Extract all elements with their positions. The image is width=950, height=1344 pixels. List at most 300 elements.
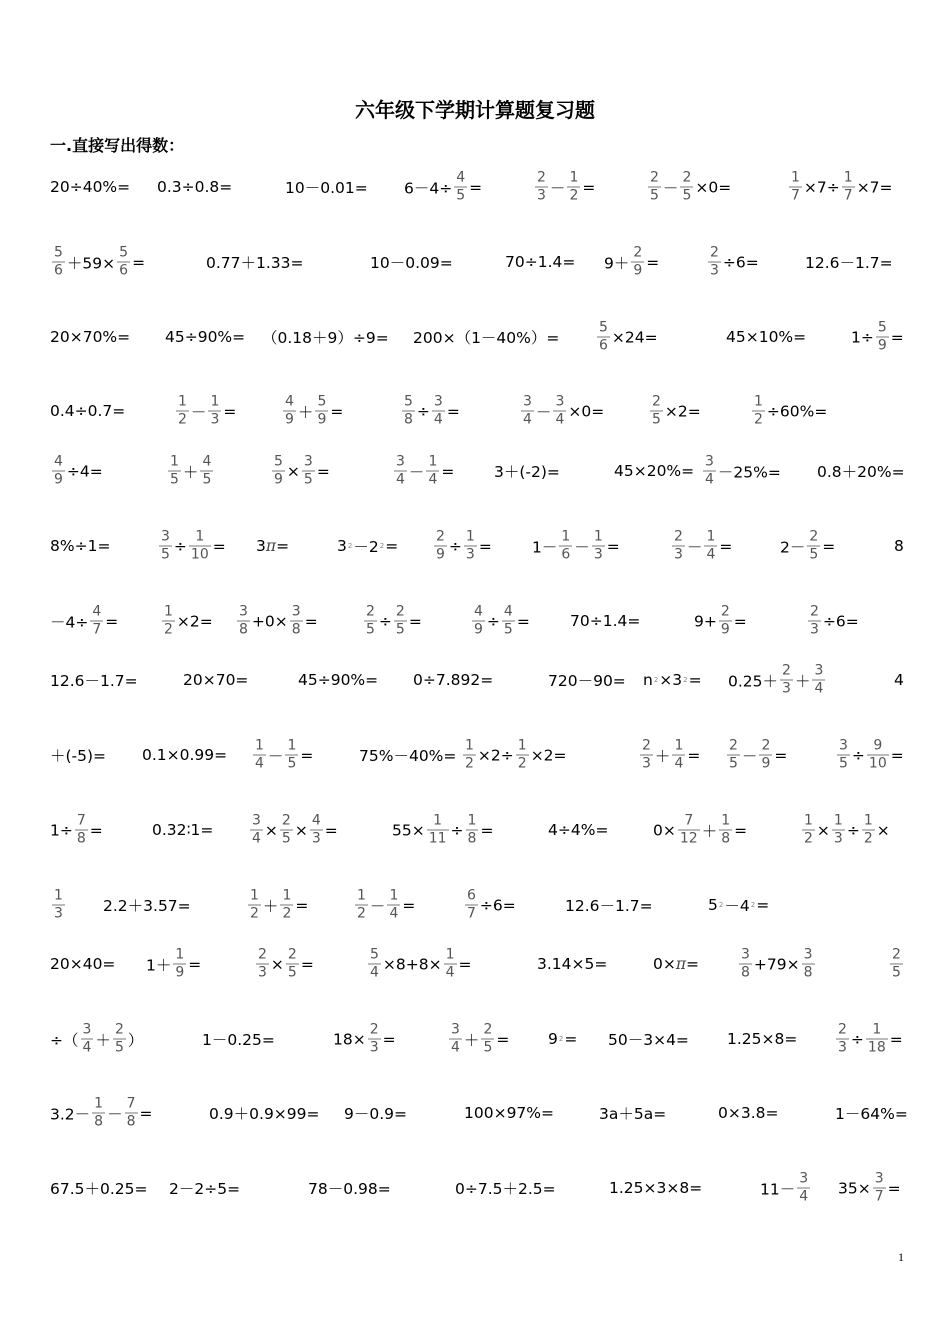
fraction xyxy=(444,947,457,982)
exercise-item xyxy=(718,1104,779,1122)
numerator: 2 xyxy=(395,603,405,620)
numerator: 1 xyxy=(282,887,292,904)
denominator: 9 xyxy=(274,471,283,488)
numerator: 2 xyxy=(652,393,661,410)
exercise-item xyxy=(455,1177,556,1199)
expression-text: 3 xyxy=(337,537,347,555)
exercise-item xyxy=(209,1102,320,1124)
denominator: 4 xyxy=(82,1039,92,1056)
expression-text: ÷6= xyxy=(722,253,759,271)
expression-text: = xyxy=(304,612,318,630)
fraction xyxy=(466,813,479,848)
denominator: 7 xyxy=(467,905,476,922)
exercise-item xyxy=(835,738,904,773)
denominator: 2 xyxy=(754,411,763,428)
expression-text: ÷ xyxy=(450,821,464,839)
numerator: 2 xyxy=(436,528,445,545)
fraction xyxy=(567,170,580,205)
expression-text: 1.25×8= xyxy=(727,1030,798,1048)
exponent: 2 xyxy=(653,676,659,684)
numerator: 1 xyxy=(164,603,173,620)
exercise-item xyxy=(548,669,626,691)
numerator: 3 xyxy=(705,453,714,470)
expression-text: ÷60%= xyxy=(766,402,828,420)
expression-text: －4 xyxy=(724,897,750,915)
denominator: 5 xyxy=(456,187,466,204)
expression-text: －4÷ xyxy=(50,613,89,631)
exercise-item xyxy=(519,394,604,429)
numerator: 5 xyxy=(54,244,63,261)
denominator: 4 xyxy=(370,964,379,981)
numerator: 5 xyxy=(877,319,887,336)
expression-text: － xyxy=(267,747,284,765)
fraction xyxy=(807,529,820,564)
exercise-item xyxy=(235,604,318,639)
numerator: 4 xyxy=(285,393,294,410)
expression-text: ×8+8× xyxy=(382,955,442,973)
expression-text: = xyxy=(382,1030,396,1048)
numerator: 3 xyxy=(252,812,261,829)
expression-text: 8 xyxy=(894,537,904,555)
expression-text: ×2= xyxy=(664,402,701,420)
denominator: 9 xyxy=(761,755,771,772)
expression-text: ＋ xyxy=(794,672,811,690)
exercise-item xyxy=(246,888,308,923)
fraction xyxy=(52,454,65,489)
denominator: 5 xyxy=(503,621,513,638)
exercise-item xyxy=(157,178,232,196)
expression-text: = xyxy=(441,462,455,480)
expression-text: 0.8＋20%= xyxy=(817,463,905,481)
expression-text: 0.25＋ xyxy=(728,672,779,690)
exercise-item xyxy=(737,947,817,982)
fraction xyxy=(802,813,815,848)
fraction xyxy=(162,604,175,639)
denominator: 5 xyxy=(114,1039,124,1056)
numerator: 1 xyxy=(445,946,455,963)
numerator: 6 xyxy=(467,887,476,904)
expression-text: = xyxy=(686,955,700,973)
expression-text: 20×40= xyxy=(50,955,116,973)
denominator: 5 xyxy=(366,621,375,638)
fraction xyxy=(176,394,189,429)
expression-text: －2 xyxy=(353,538,379,556)
denominator: 5 xyxy=(287,755,297,772)
denominator: 5 xyxy=(281,830,291,847)
fraction xyxy=(866,1022,888,1057)
expression-text: = xyxy=(300,746,314,764)
denominator: 3 xyxy=(674,546,683,563)
exercise-item xyxy=(362,604,422,639)
numerator: 3 xyxy=(814,662,824,679)
expression-text: × xyxy=(876,821,890,839)
numerator: 2 xyxy=(633,244,643,261)
expression-text: ÷ xyxy=(486,612,500,630)
denominator: 3 xyxy=(537,187,546,204)
expression-text: ÷ xyxy=(851,746,865,764)
exercise-item xyxy=(413,326,559,348)
numerator: 1 xyxy=(210,393,220,410)
denominator: 5 xyxy=(202,471,212,488)
expression-text: ÷ xyxy=(846,821,860,839)
exercise-item xyxy=(152,821,213,839)
expression-text: 45×10%= xyxy=(726,328,807,346)
expression-text: ＋ xyxy=(654,747,671,765)
fraction xyxy=(402,394,415,429)
fraction xyxy=(125,1096,138,1131)
expression-text: = xyxy=(734,821,748,839)
numerator: 2 xyxy=(642,737,651,754)
denominator: 4 xyxy=(674,755,684,772)
expression-text: 50－3×4= xyxy=(608,1031,689,1049)
exercise-item xyxy=(285,176,368,198)
denominator: 5 xyxy=(395,621,405,638)
exercise-item xyxy=(653,955,699,973)
denominator: 4 xyxy=(555,411,565,428)
fraction xyxy=(368,947,381,982)
denominator: 9 xyxy=(436,546,445,563)
expression-text: 8%÷1= xyxy=(50,537,111,555)
expression-text: 67.5＋0.25= xyxy=(50,1180,148,1198)
exercise-item xyxy=(670,529,732,564)
denominator: 2 xyxy=(282,905,292,922)
denominator: 4 xyxy=(252,830,261,847)
exercise-item xyxy=(532,529,620,564)
numerator: 3 xyxy=(82,1021,92,1038)
exercise-item xyxy=(183,671,248,689)
expression-text: 1＋ xyxy=(146,956,172,974)
numerator: 1 xyxy=(561,528,571,545)
exercise-item xyxy=(400,394,460,429)
expression-text: = xyxy=(223,402,237,420)
fraction xyxy=(81,1022,94,1057)
exercise-item xyxy=(461,738,567,773)
expression-text: = xyxy=(564,1030,578,1048)
numerator: 3 xyxy=(451,1021,460,1038)
numerator: 3 xyxy=(523,393,532,410)
expression-text: － xyxy=(190,403,207,421)
denominator: 5 xyxy=(483,1039,493,1056)
exercise-item xyxy=(787,170,893,205)
expression-text: 9＋ xyxy=(604,254,630,272)
numerator: 3 xyxy=(799,1170,809,1187)
denominator: 2 xyxy=(164,621,173,638)
exercise-item xyxy=(50,245,145,280)
numerator: 1 xyxy=(389,887,399,904)
fraction xyxy=(535,170,548,205)
exercise-item xyxy=(366,947,472,982)
fraction xyxy=(355,888,368,923)
fraction xyxy=(727,738,740,773)
expression-text: 3 xyxy=(256,537,266,555)
fraction xyxy=(752,394,765,429)
denominator: 4 xyxy=(433,411,443,428)
numerator: 2 xyxy=(729,737,738,754)
numerator: 1 xyxy=(593,528,603,545)
expression-text: 1÷ xyxy=(851,328,874,346)
expression-text: = xyxy=(646,253,660,271)
exercise-item xyxy=(464,1104,554,1122)
fraction xyxy=(719,604,732,639)
denominator: 5 xyxy=(650,187,659,204)
page-number: 1 xyxy=(898,1250,904,1264)
exercise-item xyxy=(817,460,905,482)
exercise-item xyxy=(537,955,607,973)
expression-text: 75%－40%= xyxy=(359,747,457,765)
exercise-item xyxy=(248,813,338,848)
exercise-item xyxy=(609,1179,702,1197)
expression-text: = xyxy=(408,612,422,630)
expression-text: = xyxy=(295,896,309,914)
fraction xyxy=(797,1171,810,1206)
expression-text: 3a＋5a= xyxy=(599,1105,667,1123)
expression-text: ＋ xyxy=(701,822,718,840)
fraction xyxy=(789,170,802,205)
numerator: 1 xyxy=(674,737,684,754)
fraction xyxy=(253,738,266,773)
denominator: 8 xyxy=(404,411,413,428)
denominator: 8 xyxy=(126,1113,136,1130)
expression-text: 12.6－1.7= xyxy=(565,897,653,915)
exercise-item xyxy=(463,888,516,923)
fraction xyxy=(168,454,181,489)
fraction xyxy=(280,888,293,923)
fraction xyxy=(481,1022,494,1057)
exercise-item xyxy=(344,1102,407,1124)
fraction xyxy=(631,245,644,280)
expression-text: 1－ xyxy=(532,538,558,556)
exercise-item xyxy=(333,1022,396,1057)
fraction xyxy=(708,245,721,280)
expression-text: ＋(-5)= xyxy=(50,747,107,765)
numerator: 1 xyxy=(706,528,716,545)
pi-symbol: π xyxy=(675,955,687,973)
fraction xyxy=(703,454,716,489)
exercise-item xyxy=(835,1102,908,1124)
denominator: 3 xyxy=(54,905,63,922)
numerator: 7 xyxy=(76,812,86,829)
expression-text: = xyxy=(324,821,338,839)
exercise-item xyxy=(392,454,454,489)
denominator: 2 xyxy=(569,187,579,204)
expression-text: ÷（ xyxy=(50,1031,79,1049)
expression-text: = xyxy=(822,537,836,555)
denominator: 7 xyxy=(874,1188,884,1205)
fraction xyxy=(368,1022,381,1057)
fraction xyxy=(832,813,845,848)
numerator: 4 xyxy=(202,453,212,470)
exercise-item xyxy=(50,813,103,848)
numerator: 2 xyxy=(650,169,659,186)
expression-text: － xyxy=(741,747,758,765)
numerator: 2 xyxy=(483,1021,493,1038)
fraction xyxy=(434,529,447,564)
expression-text: 0.4÷0.7= xyxy=(50,402,126,420)
fraction xyxy=(432,394,445,429)
numerator: 2 xyxy=(782,662,791,679)
exercise-item xyxy=(353,888,415,923)
fraction xyxy=(427,813,449,848)
expression-text: 0× xyxy=(653,821,676,839)
denominator: 3 xyxy=(210,411,220,428)
expression-text: 20×70= xyxy=(183,671,249,689)
exercise-item xyxy=(800,813,890,848)
fraction xyxy=(862,813,875,848)
exercise-item xyxy=(728,663,827,698)
fraction xyxy=(159,529,172,564)
numerator: 5 xyxy=(274,453,283,470)
expression-text: 100×97%= xyxy=(464,1104,555,1122)
fraction xyxy=(454,170,467,205)
numerator: 4 xyxy=(503,603,513,620)
denominator: 6 xyxy=(561,546,571,563)
denominator: 5 xyxy=(287,964,297,981)
numerator: 3 xyxy=(803,946,813,963)
numerator: 1 xyxy=(754,393,763,410)
numerator: 2 xyxy=(710,244,719,261)
expression-text: － xyxy=(107,1105,123,1123)
expression-text: ×3 xyxy=(659,671,683,689)
expression-text: ） xyxy=(127,1031,144,1049)
numerator: 1 xyxy=(465,528,475,545)
expression-text: 3.2－ xyxy=(50,1105,91,1123)
fraction xyxy=(117,245,130,280)
expression-text: 18× xyxy=(333,1030,366,1048)
denominator: 8 xyxy=(803,964,813,981)
expression-text: ×2= xyxy=(530,746,567,764)
expression-text: = xyxy=(890,746,904,764)
fraction xyxy=(465,888,478,923)
numerator: 1 xyxy=(178,393,187,410)
denominator: 4 xyxy=(445,964,455,981)
expression-text: 4÷4%= xyxy=(548,821,609,839)
expression-text: × xyxy=(264,821,278,839)
denominator: 4 xyxy=(706,546,716,563)
exercise-item xyxy=(146,947,201,982)
expression-text: ＋ xyxy=(262,897,279,915)
denominator: 18 xyxy=(867,1039,886,1056)
expression-text: 20×70%= xyxy=(50,328,131,346)
expression-text: 0÷7.892= xyxy=(413,671,494,689)
denominator: 2 xyxy=(357,905,366,922)
exercise-item xyxy=(142,746,227,764)
fraction xyxy=(189,529,211,564)
exercise-item xyxy=(470,604,530,639)
expression-text: ×0= xyxy=(695,178,732,196)
fraction xyxy=(837,738,850,773)
exponent: 2 xyxy=(558,1035,564,1043)
fraction xyxy=(208,394,221,429)
expression-text: ×24= xyxy=(611,328,658,346)
fraction xyxy=(836,1022,849,1057)
fraction xyxy=(464,529,477,564)
fraction xyxy=(394,454,407,489)
denominator: 5 xyxy=(652,411,661,428)
denominator: 9 xyxy=(633,262,643,279)
denominator: 5 xyxy=(170,471,179,488)
expression-text: 4 xyxy=(894,671,904,689)
expression-text: 720－90= xyxy=(548,672,626,690)
numerator: 3 xyxy=(161,528,170,545)
exercise-item xyxy=(169,1177,240,1199)
expression-text: = xyxy=(105,612,119,630)
fraction xyxy=(672,529,685,564)
denominator: 3 xyxy=(593,546,603,563)
exercise-item xyxy=(392,813,493,848)
denominator: 8 xyxy=(291,621,301,638)
numerator: 5 xyxy=(119,244,129,261)
exercise-item xyxy=(254,947,314,982)
expression-text: 70÷1.4= xyxy=(570,612,641,630)
expression-text: = xyxy=(688,671,702,689)
expression-text: 11－ xyxy=(760,1180,796,1198)
fraction xyxy=(280,813,293,848)
expression-text: = xyxy=(139,1104,153,1122)
expression-text: 200×（1－40%）= xyxy=(413,329,560,347)
denominator: 8 xyxy=(741,964,750,981)
fraction xyxy=(92,1096,105,1131)
section-heading: 一.直接写出得数： xyxy=(50,136,185,155)
fraction xyxy=(597,320,610,355)
expression-text: = xyxy=(89,821,103,839)
fraction xyxy=(364,604,377,639)
expression-text: = xyxy=(480,821,494,839)
numerator: 3 xyxy=(396,453,405,470)
exercise-item xyxy=(648,394,701,429)
exercise-item xyxy=(851,320,904,355)
exercise-item xyxy=(806,604,859,639)
numerator: 1 xyxy=(94,1095,104,1112)
denominator: 4 xyxy=(814,680,824,697)
numerator: 4 xyxy=(474,603,483,620)
fraction xyxy=(592,529,605,564)
fraction xyxy=(113,1022,126,1057)
expression-text: = xyxy=(719,537,733,555)
expression-text: = xyxy=(582,178,596,196)
fraction xyxy=(704,529,717,564)
numerator: 1 xyxy=(287,737,297,754)
exercise-item xyxy=(570,612,640,630)
expression-text: 0.3÷0.8= xyxy=(157,178,233,196)
numerator: 3 xyxy=(433,393,443,410)
expression-text: （0.18＋9）÷9= xyxy=(262,329,389,347)
expression-text: 0.32∶1= xyxy=(152,821,214,839)
exercise-item xyxy=(706,245,759,280)
fraction xyxy=(302,454,315,489)
numerator: 4 xyxy=(92,603,102,620)
denominator: 3 xyxy=(642,755,651,772)
expression-text: ÷ xyxy=(416,402,430,420)
exercise-item xyxy=(281,394,343,429)
exercise-item xyxy=(50,1022,143,1057)
fraction xyxy=(52,245,65,280)
numerator: 1 xyxy=(833,812,843,829)
expression-text: 3.14×5= xyxy=(537,955,608,973)
denominator: 8 xyxy=(721,830,731,847)
denominator: 8 xyxy=(94,1113,104,1130)
exercise-item xyxy=(608,1028,689,1050)
expression-text: ÷ xyxy=(448,537,462,555)
expression-text: － xyxy=(686,538,703,556)
denominator: 2 xyxy=(804,830,813,847)
exercise-item xyxy=(50,669,138,691)
fraction xyxy=(285,738,298,773)
expression-text: 20÷40%= xyxy=(50,178,131,196)
fraction xyxy=(426,454,439,489)
numerator: 5 xyxy=(404,393,413,410)
expression-text: －25%= xyxy=(717,463,781,481)
fraction xyxy=(648,170,661,205)
